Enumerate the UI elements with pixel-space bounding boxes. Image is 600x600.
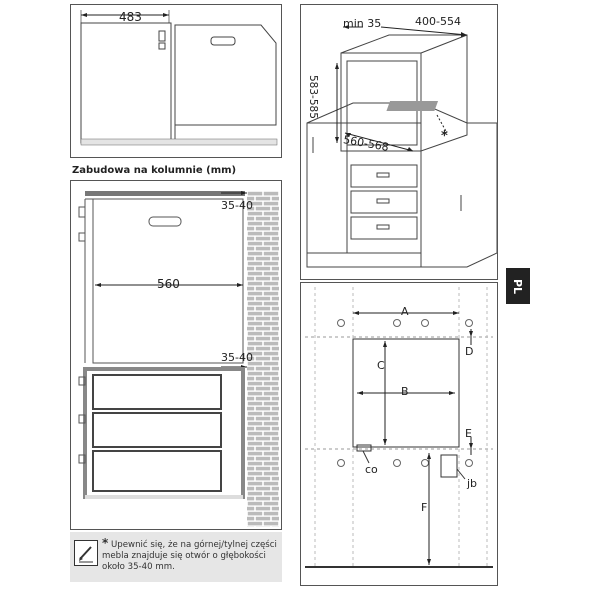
plan-label-co: co <box>365 463 378 476</box>
front-plan-panel <box>300 282 498 586</box>
niche-star: * <box>441 129 448 144</box>
niche-min-label: min 35 <box>343 17 382 30</box>
dimension-width-label: 483 <box>119 10 142 24</box>
note-star: * <box>102 536 109 550</box>
note-text <box>102 538 278 573</box>
niche-iso-drawing <box>301 5 497 279</box>
column-section-title: Zabudowa na kolumnie (mm) <box>72 165 237 176</box>
note-body: Upewnić się, że na górnej/tylnej części mebla znajduje się otwór o głębokości około 35-40 mm. <box>102 540 277 572</box>
language-tab <box>506 268 530 304</box>
plan-label-b: B <box>401 385 409 398</box>
plan-label-e: E <box>465 427 472 440</box>
plan-label-d: D <box>465 345 474 358</box>
niche-height-label: 583-585 <box>307 75 319 119</box>
side-view-drawing <box>71 5 281 157</box>
language-tab-label: PL <box>511 278 525 294</box>
column-install-panel <box>70 180 282 530</box>
inner-width-label: 560 <box>157 277 180 291</box>
plan-label-c: C <box>377 359 385 372</box>
gap-mid-label: 35-40 <box>221 351 253 364</box>
plan-label-a: A <box>401 305 409 318</box>
side-view-panel <box>70 4 282 158</box>
plan-label-jb: jb <box>467 477 478 490</box>
niche-width-label: 560-568 <box>342 133 390 154</box>
niche-iso-panel <box>300 4 498 280</box>
plan-label-f: F <box>421 501 428 514</box>
gap-top-label: 35-40 <box>221 199 253 212</box>
note-box <box>70 532 282 582</box>
niche-depth-label: 400-554 <box>415 15 461 28</box>
pencil-note-icon <box>74 540 98 566</box>
